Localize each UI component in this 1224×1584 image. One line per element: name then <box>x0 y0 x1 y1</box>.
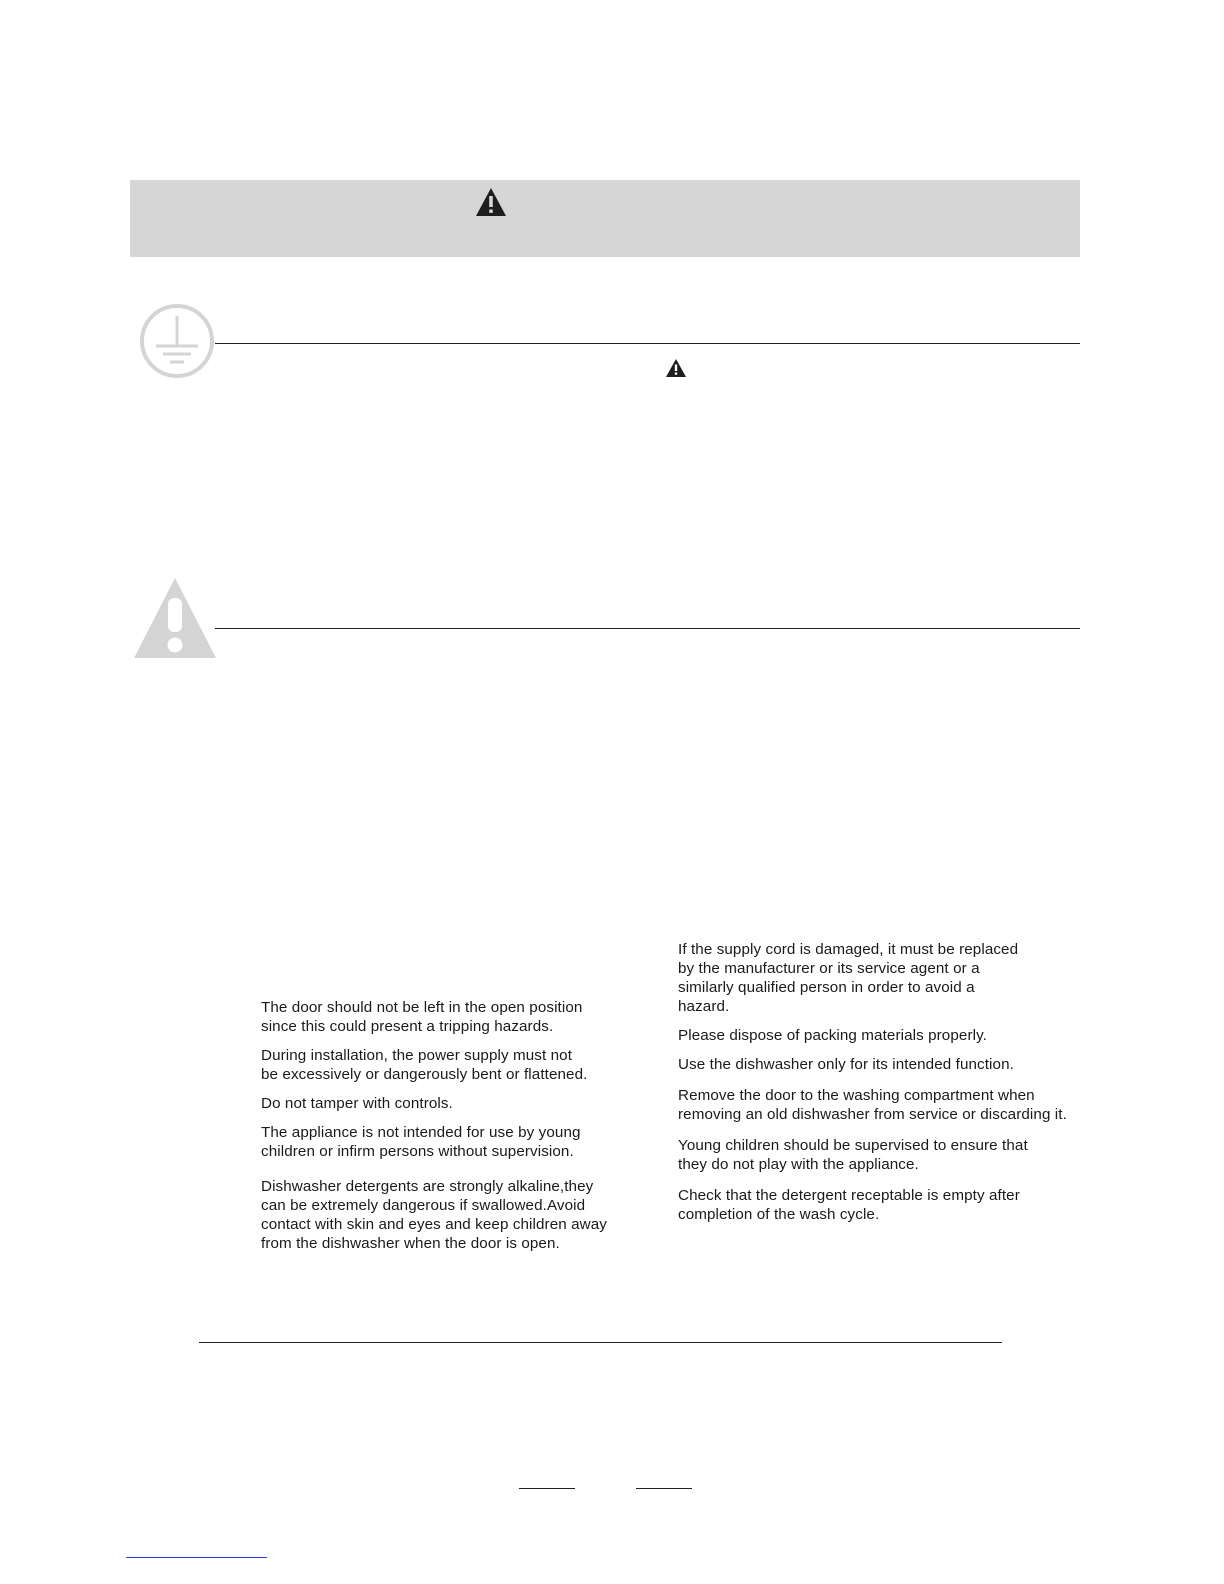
note-children-supervision: The appliance is not intended for use by young children or infirm persons without supervision. <box>261 1124 581 1160</box>
warning-triangle-icon <box>474 186 508 218</box>
note-detergent-receptacle: Check that the detergent receptable is empty after completion of the wash cycle. <box>678 1187 1020 1223</box>
note-supply-cord: If the supply cord is damaged, it must be replaced by the manufacturer or its service agent or a similarly qualified person in order to avoid a hazard. <box>678 941 1019 1015</box>
note-power-supply: During installation, the power supply must not be excessively or dangerously bent or flattened. <box>261 1047 588 1083</box>
note-door-open: The door should not be left in the open position since this could present a tripping hazards. <box>261 999 583 1035</box>
link-underline[interactable] <box>126 1557 267 1558</box>
section-divider-grounding <box>215 343 1080 344</box>
note-packing-materials: Please dispose of packing materials properly. <box>678 1027 987 1044</box>
note-intended-function: Use the dishwasher only for its intended function. <box>678 1056 1014 1073</box>
warning-banner <box>130 180 1080 257</box>
safety-notes-left <box>261 998 661 1263</box>
section-divider-warnings <box>215 628 1080 629</box>
footer-divider <box>199 1342 1002 1343</box>
page-number-rule-right <box>636 1488 692 1489</box>
caution-triangle-icon <box>132 576 218 660</box>
note-young-children: Young children should be supervised to ensure that they do not play with the appliance. <box>678 1137 1028 1173</box>
note-detergents: Dishwasher detergents are strongly alkaline,they can be extremely dangerous if swallowed.Avoid contact with skin and eyes and keep children away from the dishwasher when the door is open. <box>261 1178 607 1252</box>
note-tamper-controls: Do not tamper with controls. <box>261 1095 453 1112</box>
page-number-rule-left <box>519 1488 575 1489</box>
inline-warning-icon <box>665 358 687 378</box>
ground-symbol-icon <box>138 302 216 380</box>
safety-notes-right <box>678 940 1078 1234</box>
note-remove-door: Remove the door to the washing compartment when removing an old dishwasher from service or discarding it. <box>678 1087 1067 1123</box>
